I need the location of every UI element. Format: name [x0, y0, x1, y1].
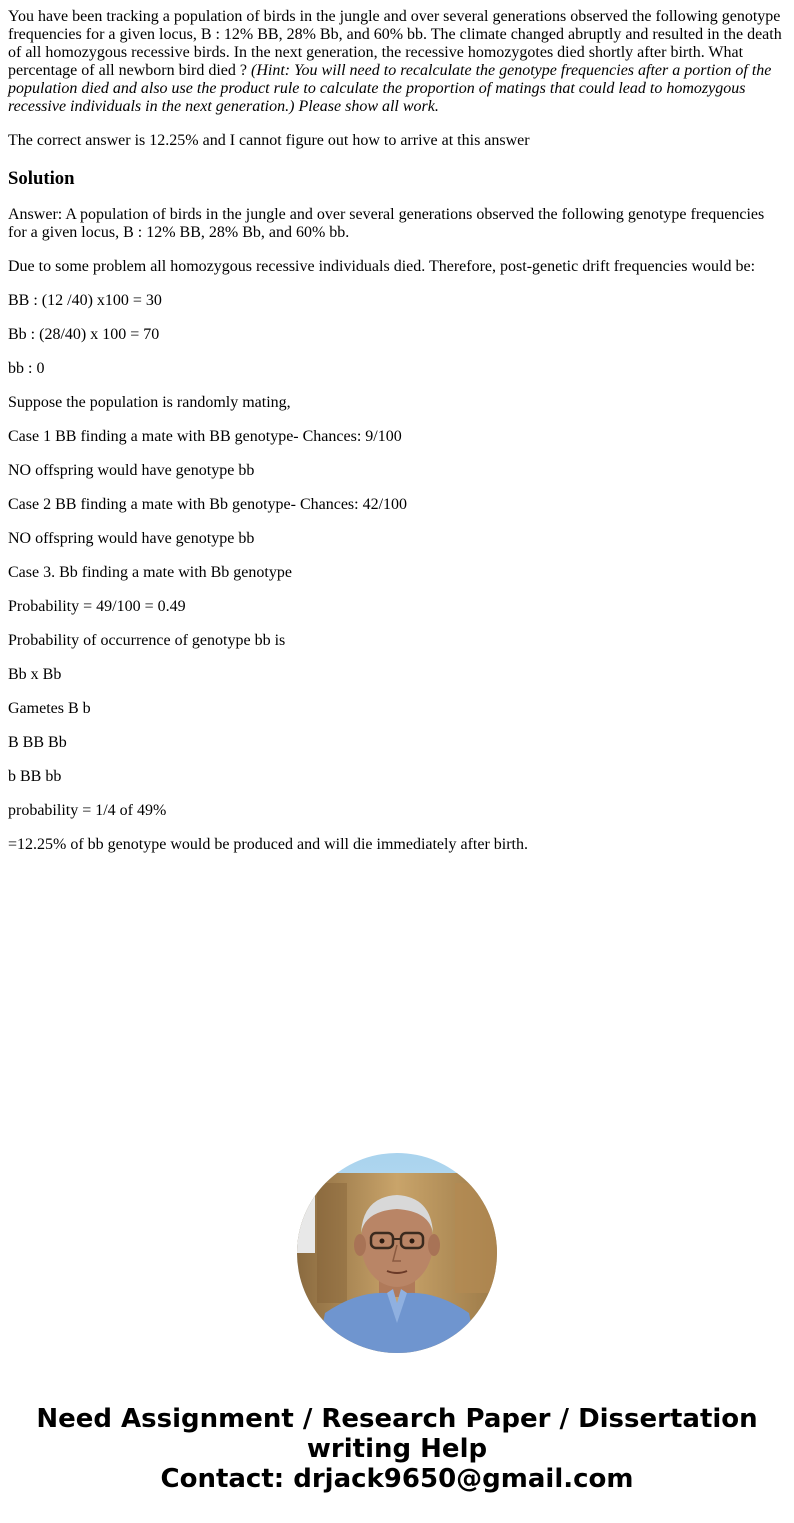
- solution-step: B BB Bb: [8, 734, 67, 751]
- solution-step: bb : 0: [8, 360, 45, 377]
- solution-step: probability = 1/4 of 49%: [8, 802, 167, 819]
- solution-step: NO offspring would have genotype bb: [8, 462, 255, 479]
- solution-step: Case 2 BB finding a mate with Bb genotype- Chances: 42/100: [8, 496, 408, 513]
- solution-step: b BB bb: [8, 768, 62, 785]
- solution-step: Case 3. Bb finding a mate with Bb genotype: [8, 564, 292, 581]
- solution-step: Probability of occurrence of genotype bb is: [8, 632, 286, 649]
- promo-banner: [0, 1404, 794, 1494]
- solution-step: Answer: A population of birds in the jungle and over several generations observed the following genotype frequencies for a given locus, B : 12% BB, 28% Bb, and 60% bb.: [8, 206, 765, 241]
- solution-step: Gametes B b: [8, 700, 91, 717]
- promo-contact: Contact: drjack9650@gmail.com: [160, 1464, 634, 1494]
- solution-step: Bb x Bb: [8, 666, 62, 683]
- document-content: [8, 8, 786, 870]
- solution-step: =12.25% of bb genotype would be produced and will die immediately after birth.: [8, 836, 528, 853]
- solution-step: Bb : (28/40) x 100 = 70: [8, 326, 160, 343]
- question-paragraph: [8, 8, 786, 116]
- profile-photo-icon: [297, 1153, 497, 1353]
- asker-note: The correct answer is 12.25% and I cannot figure out how to arrive at this answer: [8, 132, 530, 149]
- promo-line: Need Assignment / Research Paper / Dissertation: [36, 1404, 758, 1434]
- solution-step: Due to some problem all homozygous recessive individuals died. Therefore, post-genetic drift frequencies would be:: [8, 258, 756, 275]
- solution-heading: Solution: [8, 168, 75, 189]
- question-text: You have been tracking a population of birds in the jungle and over several generations observed the following genotype frequencies for a given locus, B : 12% BB, 28% Bb, and 60% bb. The climate changed abruptly and resulted in the death of all homozygous recessive birds. In the next generation, the recessive homozygotes died shortly after birth. What percentage of all newborn bird died ?: [8, 8, 782, 79]
- author-avatar: [297, 1153, 497, 1353]
- solution-step: Suppose the population is randomly mating,: [8, 394, 291, 411]
- solution-step: Case 1 BB finding a mate with BB genotype- Chances: 9/100: [8, 428, 402, 445]
- solution-step: BB : (12 /40) x100 = 30: [8, 292, 162, 309]
- question-hint: (Hint: You will need to recalculate the genotype frequencies after a portion of the population died and also use the product rule to calculate the proportion of matings that could lead to homozygous recessive individuals in the next generation.) Please show all work.: [8, 62, 772, 115]
- promo-line: writing Help: [306, 1434, 488, 1464]
- solution-step: Probability = 49/100 = 0.49: [8, 598, 186, 615]
- solution-step: NO offspring would have genotype bb: [8, 530, 255, 547]
- solution-body: [8, 206, 786, 854]
